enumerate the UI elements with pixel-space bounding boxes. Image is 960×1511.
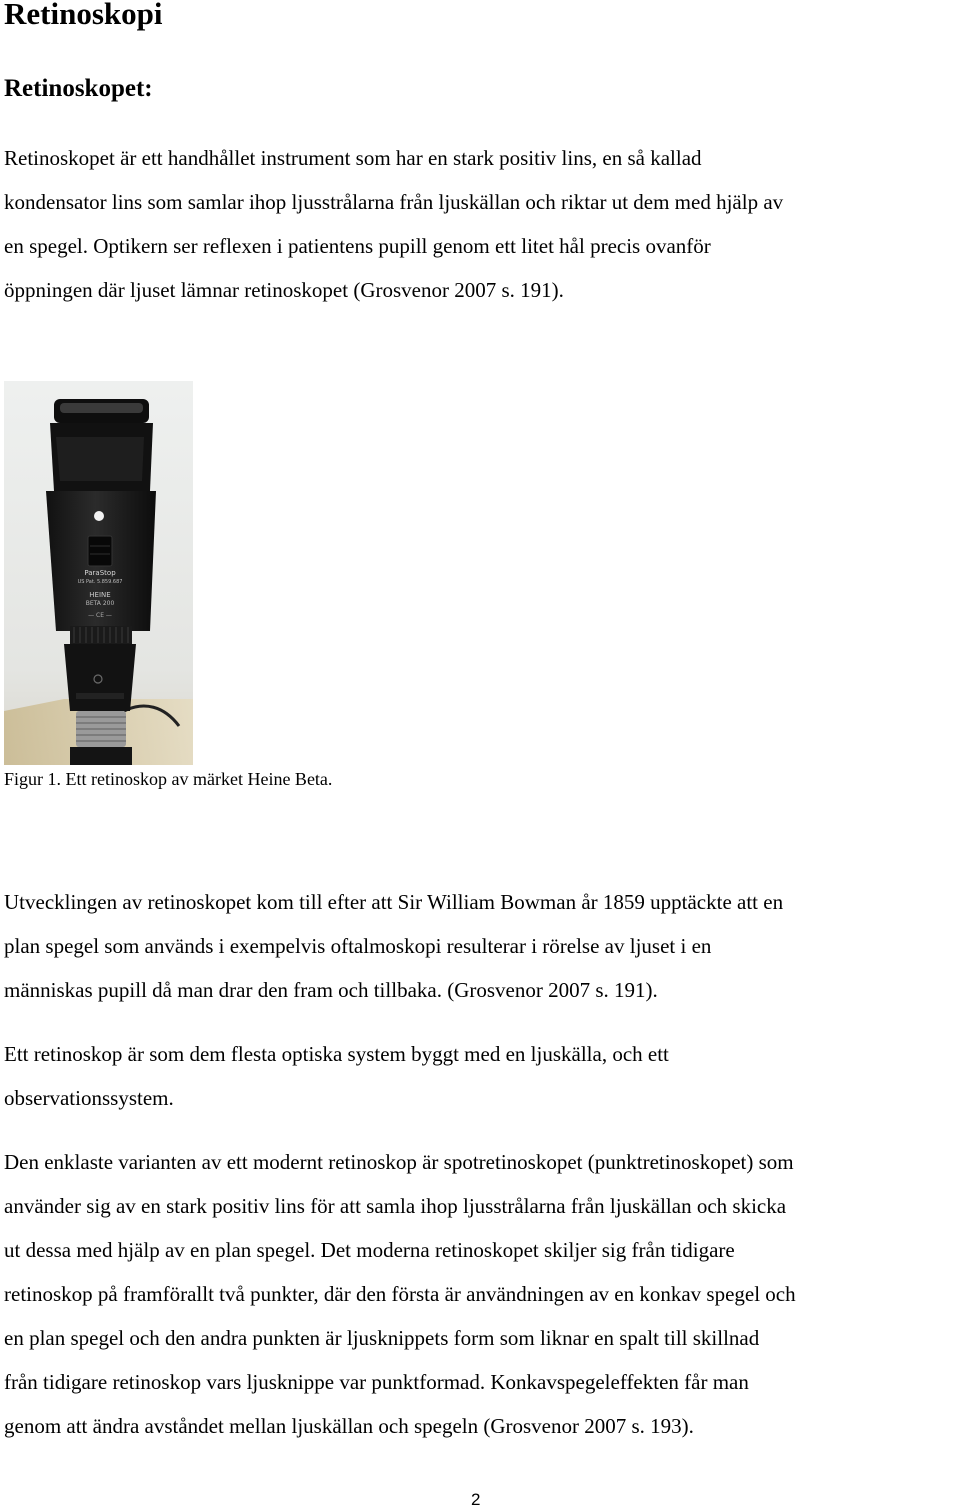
text-line: öppningen där ljuset lämnar retinoskopet (Grosvenor 2007 s. 191). <box>4 278 564 302</box>
paragraph-optical-system <box>4 1032 669 1120</box>
text-line: ut dessa med hjälp av en plan spegel. Det moderna retinoskopet skiljer sig från tidigare <box>4 1238 735 1262</box>
device-label: US Pat. 5.859.687 <box>77 579 123 585</box>
text-line: Retinoskopet är ett handhållet instrument som har en stark positiv lins, en så kallad <box>4 146 702 170</box>
device-label: HEINE <box>89 591 111 599</box>
device-label: — CE — <box>88 612 112 619</box>
retinoscope-photo <box>4 381 193 765</box>
text-line: en plan spegel och den andra punkten är ljusknippets form som liknar en spalt till skillnad <box>4 1326 760 1350</box>
text-line: genom att ändra avståndet mellan ljuskällan och spegeln (Grosvenor 2007 s. 193). <box>4 1414 694 1438</box>
text-line: Ett retinoskop är som dem flesta optiska system byggt med en ljuskälla, och ett <box>4 1042 669 1066</box>
device-label: BETA 200 <box>85 600 115 607</box>
text-line: retinoskop på framförallt två punkter, där den första är användningen av en konkav spegel och <box>4 1282 796 1306</box>
text-line: observationssystem. <box>4 1086 174 1110</box>
paragraph-spot-retinoscope <box>4 1140 796 1448</box>
paragraph-intro <box>4 136 783 312</box>
figure-caption: Figur 1. Ett retinoskop av märket Heine Beta. <box>4 769 333 789</box>
text-line: Den enklaste varianten av ett modernt retinoskop är spotretinoskopet (punktretinoskopet) som <box>4 1150 794 1174</box>
text-line: från tidigare retinoskop vars ljusknippe var punktformad. Konkavspegeleffekten får man <box>4 1370 749 1394</box>
text-line: använder sig av en stark positiv lins för att samla ihop ljusstrålarna från ljuskällan och skicka <box>4 1194 787 1218</box>
text-line: plan spegel som används i exempelvis oftalmoskopi resulterar i rörelse av ljuset i en <box>4 934 712 958</box>
page-title: Retinoskopi <box>4 0 163 31</box>
device-label: ParaStop <box>84 569 116 577</box>
text-line: en spegel. Optikern ser reflexen i patientens pupill genom ett litet hål precis ovanför <box>4 234 711 258</box>
page-number: 2 <box>471 1490 481 1509</box>
text-line: kondensator lins som samlar ihop ljusstrålarna från ljuskällan och riktar ut dem med hjälp av <box>4 190 784 214</box>
text-line: människas pupill då man drar den fram och tillbaka. (Grosvenor 2007 s. 191). <box>4 978 658 1002</box>
text-line: Utvecklingen av retinoskopet kom till efter att Sir William Bowman år 1859 upptäckte att en <box>4 890 784 914</box>
paragraph-history <box>4 880 783 1012</box>
section-heading: Retinoskopet: <box>4 75 153 102</box>
